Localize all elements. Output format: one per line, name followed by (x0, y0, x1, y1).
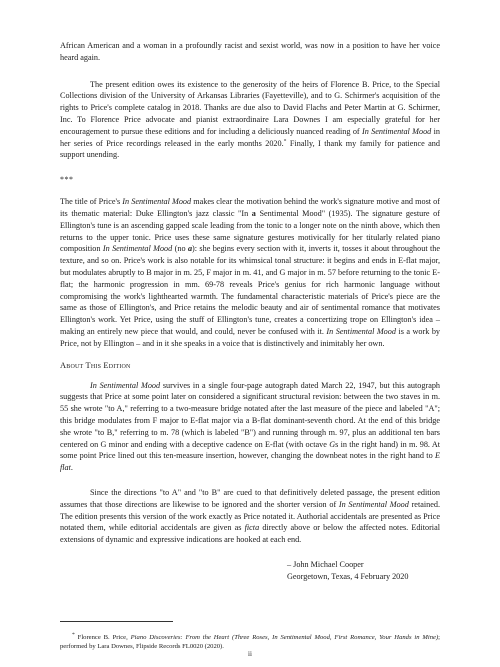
text-run: directly above or below the affected notes. Editorial extensions of dynamic and expressive indications are hooked at each end. (60, 523, 440, 545)
italic-run: ficta (244, 523, 260, 533)
text-run: Florence B. Price, (74, 633, 131, 641)
paragraph-continuation: African American and a woman in a profoundly racist and sexist world, was now in a position to have her voice heard again. (60, 41, 440, 62)
footnote-marker: * (72, 631, 75, 638)
section-separator: *** (60, 175, 74, 185)
italic-run: In Sentimental Mood (90, 380, 161, 390)
page-number: ii (248, 650, 252, 658)
paragraph-acknowledgments (60, 79, 440, 162)
text-run: Sentimental Mood" (1935). The signature gesture of Ellington's tune is an ascending gapped scale leading from the tonic to a longer note on the ninth above, which then returns to the upper tonic. Price uses these same signature gestures motivically for her titularly related piano composition (60, 208, 440, 254)
acknowledgments-text-mid: in her series of Price recordings released in the early months 2020. (60, 126, 440, 148)
text-run: . (70, 463, 73, 473)
italic-run: In Sentimental Mood (122, 197, 192, 207)
paragraph-source-description (60, 380, 440, 474)
signature-author: – John Michael Cooper (287, 559, 364, 569)
italic-run: a (187, 244, 193, 254)
paragraph-editorial-policy (60, 487, 440, 546)
footnote (60, 633, 440, 652)
italic-run: E flat (60, 451, 440, 473)
text-run: is a work by Price, not by Ellington – and in it she speaks in a voice that is distinctively and inimitably her own. (60, 326, 441, 348)
text-run: survives in a single four-page autograph dated March 22, 1947, but this autograph suggests that Price at some point later on considered a significant structural revision: between the two staves in m. 55 she wrote "to A," referring to a two-measure bridge notated after the last measure of the piece and labeled "A"; this bridge modulates from F major to E-flat major via a B-flat dominant-seventh chord. At the end of this bridge she wrote "to B," referring to m. 78 (which is labeled "B") and running through m. 97, plus an additional ten bars centered on G minor and ending with a deceptive cadence on E-flat (with octave (60, 380, 441, 449)
work-title: In Sentimental Mood (362, 126, 432, 136)
text-run: The title of Price's (60, 197, 123, 207)
text-run: Since the directions "to A" and "to B" are cued to that definitively deleted passage, the present edition assumes that those directions are likewise to be ignored and the shorter version of (60, 487, 440, 509)
italic-run: In Sentimental Mood (338, 499, 409, 509)
italic-run: In Sentimental Mood (326, 326, 396, 336)
footnote-divider (60, 621, 173, 622)
text-run: retained. The edition presents this version of the work exactly as Price notated it. Authorial accidentals are presented as Price notated them, while editorial accidentals are given as (60, 499, 440, 533)
text-run: a (251, 208, 256, 218)
text-run: makes clear the motivation behind the work's signature motive and most of its thematic material: Duke Ellington's jazz classic "In (60, 197, 440, 218)
text-run: s in the right hand) in m. 98. At some point Price lined out this ten-measure insertion, however, changing the downbeat notes in the right hand to (60, 439, 441, 461)
italic-run: In Sentimental Mood (102, 244, 173, 254)
signature-place-date: Georgetown, Texas, 4 February 2020 (287, 571, 409, 581)
italic-run: Piano Discoveries: From the Heart (Three Roses, In Sentimental Mood, First Romance, Your Hands in Mine) (130, 633, 439, 641)
italic-run: G (329, 439, 336, 449)
acknowledgments-text-end: Finally, I thank my family for patience and support unending. (60, 138, 440, 160)
text-run: (no (172, 244, 188, 254)
acknowledgments-text-start: The present edition owes its existence to the generosity of the heirs of Florence B. Price, to the Special Collections division of the University of Arkansas Libraries (Fayetteville), and to G. Schirmer's acquisition of the rights to Price's complete catalog in 2018. Thanks are due also to David Flachs and Peter Martin at G. Schirmer, Inc. To Florence Price advocate and pianist extraordinaire Lara Downes I am especially grateful for her encouragement to pursue these editions and for including a deliciously nuanced reading of (60, 79, 440, 136)
signature-block (287, 559, 440, 583)
footnote-reference[interactable]: * (283, 137, 287, 144)
paragraph-title-discussion (60, 196, 440, 349)
text-run: ; performed by Lara Downes, Flipside Records FL0020 (2020). (60, 633, 441, 650)
section-heading: About This Edition (60, 360, 131, 370)
text-run: ): she begins every section with it, inverts it, tosses it about throughout the texture, and so on. Price's work is also notable for its whimsical tonal structure: it begins and ends in E-flat major, but modulates abruptly to B major in m. 25, F major in m. 41, and G major in m. 57 before returning to the tonic E-flat; the harmonic progression in mm. 69-78 reveals Price's genius for rich harmonic language without compromising the work's lighthearted warmth. The fundamental characteristic materials of Price's piece are the same as those of Ellington's, and Price retains the melodic beauty and air of sentimental romance that motivates Ellington's work. Yet Price, using the stuff of Ellington's tune, creates a concertizing trope on Ellington's idea – making an entirely new piece that would, and could, never be confused with it. (60, 244, 441, 336)
